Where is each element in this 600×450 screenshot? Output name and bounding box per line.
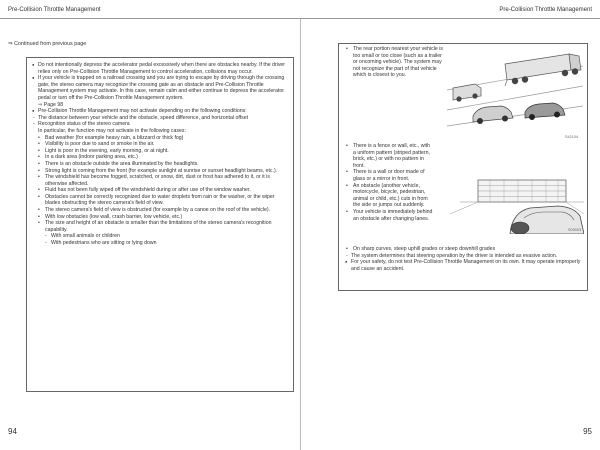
page-reference-link[interactable]: ⇒ Page 98 xyxy=(38,101,64,108)
truck-icon xyxy=(505,54,581,86)
case-item: • The stereo camera's field of view is obstructed (for example by a canoe on the roof of the vehicle). xyxy=(32,207,289,214)
case-item: • Light is poor in the evening, early morning, or at night. xyxy=(32,148,289,155)
case-item: • Obstacles cannot be correctly recognized due to water droplets from rain or the washer, or the wiper blades obstructing the stereo camera's field of view. xyxy=(32,194,289,207)
case-item: • In a dark area (indoor parking area, etc.) xyxy=(32,154,289,161)
continued-note: ⇒ Continued from previous page xyxy=(8,41,87,47)
page-number-left: 94 xyxy=(8,427,17,436)
item-rear-wrap xyxy=(345,46,443,79)
bullet-conditions: ● Pre-Collision Throttle Management may not activate depending on the following conditions: xyxy=(32,108,289,115)
case-item: • The size and height of an obstacle is smaller than the limitations of the stereo camera's recognition capability. xyxy=(32,220,289,233)
sub-case-item: - With small animals or children xyxy=(32,233,289,240)
header-right-title: Pre-Collision Throttle Management xyxy=(499,7,592,13)
wall-illustration xyxy=(440,170,584,234)
item-sharp-curves: • On sharp curves, steep uphill grades or steep downhill grades xyxy=(345,246,585,253)
case-item: • Visibility is poor due to sand or smoke in the air. xyxy=(32,141,289,148)
vehicle-ahead-icon xyxy=(453,84,481,102)
right-wide-wrap xyxy=(345,246,585,272)
condition-distance: - The distance between your vehicle and the obstacle, speed difference, and horizontal offset xyxy=(32,115,289,122)
item-sudden-obstacle: • An obstacle (another vehicle, motorcycle, bicycle, pedestrian, animal or child, etc.) cuts in from the side or jumps out suddenly. xyxy=(345,183,433,209)
left-caution-box xyxy=(26,57,294,392)
case-item: • The windshield has become fogged, scratched, or snow, dirt, dust or frost has adhered to it, or it is otherwise affected. xyxy=(32,174,289,187)
brick-wall-icon xyxy=(478,180,566,202)
condition-evasive: - The system determines that steering operation by the driver is intended as evasive action. xyxy=(345,253,585,260)
condition-recognition: - Recognition status of the stereo camera xyxy=(32,121,289,128)
item-fence-wall: • There is a fence or wall, etc., with a uniform pattern (striped pattern, brick, etc.) or with no pattern in front. xyxy=(345,143,433,169)
page-number-right: 95 xyxy=(583,427,592,436)
sub-case-item: - With pedestrians who are sitting or lying down xyxy=(32,240,289,247)
oncoming-car-icon xyxy=(473,106,513,124)
item-glass-mirror: • There is a wall or door made of glass or a mirror in front. xyxy=(345,169,433,182)
bullet-safety: ● For your safety, do not test Pre-Collision Throttle Management on its own. It may operate improperly and cause an accident. xyxy=(345,259,585,272)
own-car-icon xyxy=(525,103,565,120)
figure-caption-2: S09003 xyxy=(568,228,582,232)
item-immediately-behind: • Your vehicle is immediately behind an obstacle after changing lanes. xyxy=(345,209,433,222)
cases-intro: In particular, the function may not activate in the following cases: xyxy=(38,127,186,134)
trailer-illustration xyxy=(447,52,583,134)
case-item: • Strong light is coming from the front (for example sunlight at sunrise or sunset headlight beams, etc.). xyxy=(32,168,289,175)
case-item: • Bad weather (for example heavy rain, a blizzard or thick fog) xyxy=(32,135,289,142)
header-left-title: Pre-Collision Throttle Management xyxy=(8,7,101,13)
bullet-railroad: ● If your vehicle is trapped on a railroad crossing and you are trying to escape by driving through the crossing gate, the stereo camera may recognize the crossing gate as an obstacle and Pre-Collision Throttle Management system may activate. In this case, remain calm and either continue to depress the accelerator pedal or turn off the Pre-Collision Throttle Management system. xyxy=(32,75,289,101)
case-item: • With low obstacles (low wall, crash barrier, low vehicle, etc.) xyxy=(32,214,289,221)
case-item: • There is an obstacle outside the area illuminated by the headlights. xyxy=(32,161,289,168)
right-items-wrap xyxy=(345,143,433,222)
page-gutter xyxy=(300,19,301,450)
figure-caption-1: S42104 xyxy=(565,135,579,139)
item-rear-portion: • The rear portion nearest your vehicle is too small or too close (such as a trailer or oncoming vehicle). The system may not recognize the part of that vehicle which is closest to you. xyxy=(345,46,443,79)
case-item: • Fluid has not been fully wiped off the windshield during or after use of the window washer. xyxy=(32,187,289,194)
bullet-accelerator: ● Do not intentionally depress the accelerator pedal excessively when there are obstacles nearby. If the driver relies only on Pre-Collision Throttle Management to control acceleration, collisions may occur. xyxy=(32,62,289,75)
